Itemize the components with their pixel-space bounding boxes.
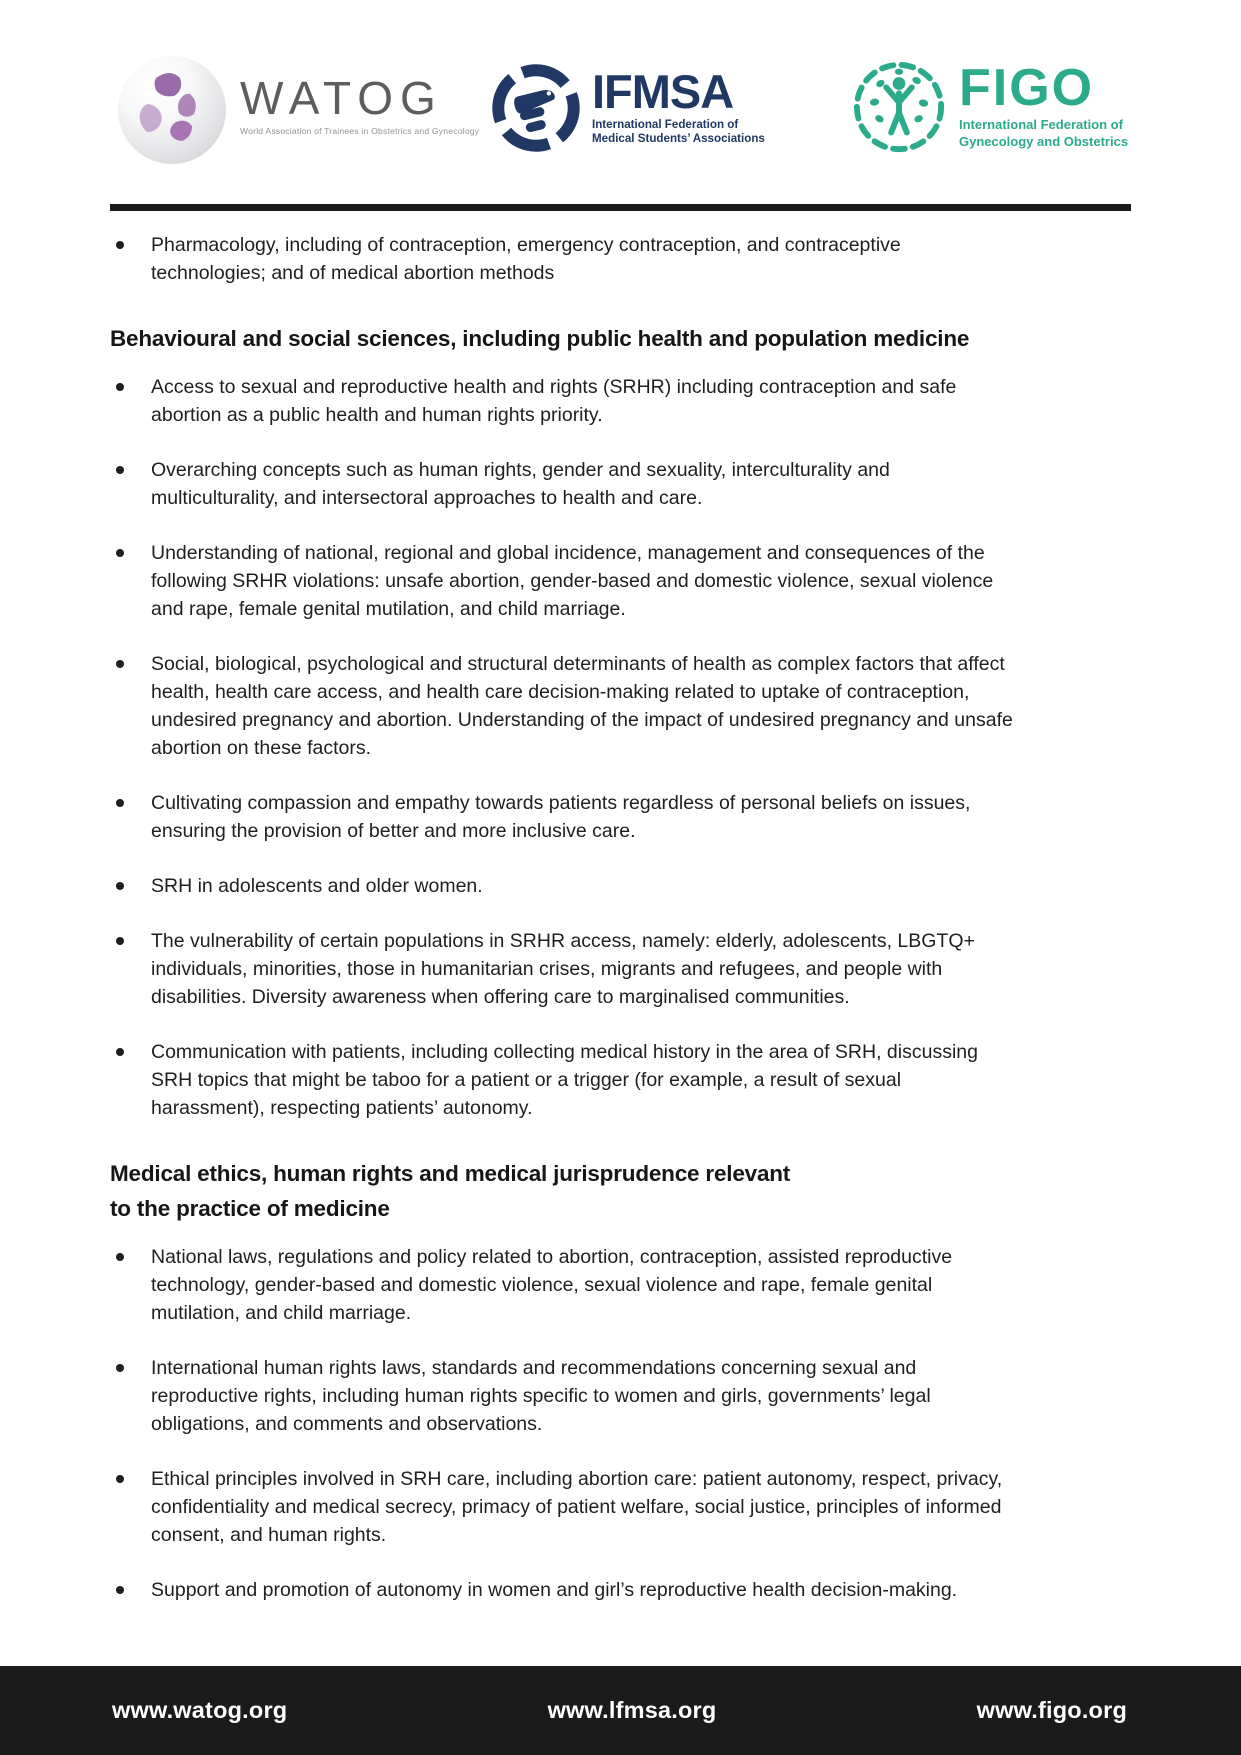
bullet-item: Overarching concepts such as human rights, gender and sexuality, interculturality and multiculturality, and intersectoral approaches to health and care. (110, 456, 1016, 512)
watog-tagline: World Association of Trainees in Obstetrics and Gynecology (240, 125, 480, 136)
watog-logo (118, 56, 479, 164)
footer-link-ifmsa[interactable]: www.lfmsa.org (547, 1697, 717, 1723)
footer-link-figo[interactable]: www.figo.org (976, 1697, 1127, 1723)
bullet-item: Support and promotion of autonomy in women and girl’s reproductive health decision-making. (110, 1576, 1016, 1604)
bullet-item: Communication with patients, including collecting medical history in the area of SRH, discussing SRH topics that might be taboo for a patient or a trigger (for example, a result of sexual harassment), respecting patients’ autonomy. (110, 1038, 1016, 1122)
figo-person-emblem-icon (850, 58, 948, 156)
bullet-item: Access to sexual and reproductive health and rights (SRHR) including contraception and safe abortion as a public health and human rights priority. (110, 373, 1016, 429)
document-body (110, 231, 1016, 1631)
bullet-item: Cultivating compassion and empathy towards patients regardless of personal beliefs on issues, ensuring the provision of better and more inclusive care. (110, 789, 1016, 845)
watog-wordmark: WATOG (240, 71, 443, 124)
bullet-item: SRH in adolescents and older women. (110, 872, 1016, 900)
figo-wordmark: FIGO (959, 59, 1095, 118)
bullet-list-intro (110, 231, 1016, 287)
ifmsa-wordmark: IFMSA (592, 64, 734, 118)
footer-link-watog[interactable]: www.watog.org (112, 1697, 288, 1723)
figo-tagline: International Federation of Gynecology and Obstetrics (959, 117, 1129, 149)
bullet-item: National laws, regulations and policy related to abortion, contraception, assisted reproductive technology, gender-based and domestic violence, sexual violence and rape, female genital mutilation, and child marriage. (110, 1243, 1016, 1327)
ifmsa-logo (490, 62, 765, 154)
footer-bar (0, 1666, 1241, 1755)
watog-sphere-icon (118, 56, 226, 164)
bullet-item: Pharmacology, including of contraception, emergency contraception, and contraceptive technologies; and of medical abortion methods (110, 231, 1016, 287)
section-heading-ethics: Medical ethics, human rights and medical jurisprudence relevant to the practice of medicine (110, 1161, 791, 1221)
bullet-list-ethics (110, 1243, 1016, 1604)
bullet-item: Ethical principles involved in SRH care, including abortion care: patient autonomy, respect, privacy, confidentiality and medical secrecy, primacy of patient welfare, social justice, principles of informed consent, and human rights. (110, 1465, 1016, 1549)
bullet-item: Social, biological, psychological and structural determinants of health as complex factors that affect health, health care access, and health care decision-making related to uptake of contraception, undesired pregnancy and abortion. Understanding of the impact of undesired pregnancy and unsafe abortion on these factors. (110, 650, 1016, 762)
bullet-item: International human rights laws, standards and recommendations concerning sexual and reproductive rights, including human rights specific to women and girls, governments’ legal obligations, and comments and observations. (110, 1354, 1016, 1438)
section-heading-behavioural: Behavioural and social sciences, including public health and population medicine (110, 326, 970, 351)
bullet-item: Understanding of national, regional and global incidence, management and consequences of the following SRHR violations: unsafe abortion, gender-based and domestic violence, sexual violence and rape, female genital mutilation, and child marriage. (110, 539, 1016, 623)
bullet-item: The vulnerability of certain populations in SRHR access, namely: elderly, adolescents, LBGTQ+ individuals, minorities, those in humanitarian crises, migrants and refugees, and people with disabilities. Diversity awareness when offering care to marginalised communities. (110, 927, 1016, 1011)
ifmsa-snake-emblem-icon (490, 62, 582, 154)
figo-logo (850, 58, 1128, 156)
bullet-list-behavioural (110, 373, 1016, 1122)
ifmsa-tagline: International Federation of Medical Students’ Associations (592, 118, 765, 146)
divider-rule (110, 204, 1131, 211)
